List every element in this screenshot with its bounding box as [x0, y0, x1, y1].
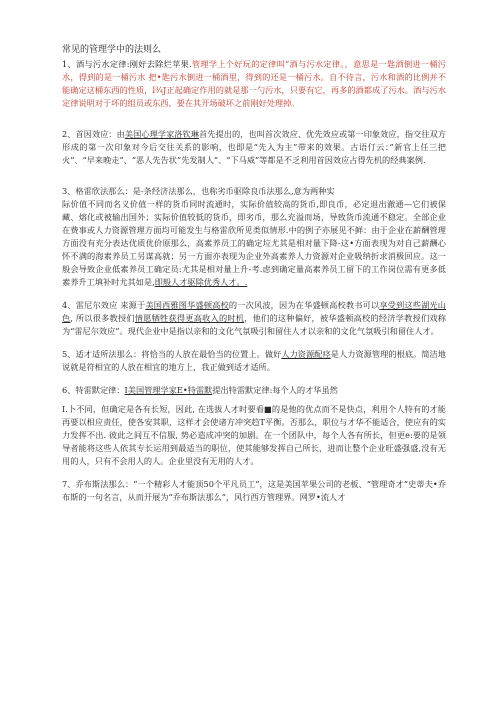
section-4-text-d: ，他们的这种偏好，被华盛顿高校的经济学教授们戏称为“雷尼尔效应”。现代企业中是指以亲和的文化气氛吸引和留住人才以亲和的文化气氛吸引和留住人才。: [62, 313, 446, 336]
section-4-link-3[interactable]: 情愿牺牲获得更高收入的时机: [134, 313, 245, 323]
section-3-body: [62, 198, 446, 289]
section-6-text-a: 6、特雷默定律：: [62, 385, 125, 395]
section-7: 7、乔布斯法那么：“一个精彩人才能顶50个平凡员工”，这是美国苹果公司的老板、“管理奇才”史蒂夫•乔布斯的一句名言，从而开展为“乔布斯法那么”，风行西方管理界。网罗•流人才: [62, 479, 446, 502]
section-6-heading: [62, 384, 446, 397]
section-2: [62, 128, 446, 167]
section-4: [62, 299, 446, 338]
section-3-body-text: 际价值不同而名义价值一样的货币同时流通时，实际价值较高的货币,即良币，必定退出澈通—它们被保藏、熔化或被输出国外；实际价值较低的货币，即劣币，那么充溢而场，导致货币流通不稳定。全部企业在费事或人力资源管理方面均可能发生与格雷欣所见类似情形.中的例子亦展见不鲜：由于企业在薪酬管理方面没有充分表达优质优价原那么，高素养员工的确定垃尤其是相对量下降-这•方面表现为对自己薪酬心怀不满的海素养员工另谋高就；另一方面亦表现为企业外高素养人力资源对企业吸纳折求消极回应。这一般会导致企业低素养员工确定员:尤其是相对量上升-考.虑到确定量高素养员工留下的工作岗位需有更多低素养升工填补时尤其如是,: [62, 199, 446, 287]
section-5-link[interactable]: 人力资源配痉: [281, 349, 331, 359]
section-3-tail-link[interactable]: 即般人才驱除优秀人才。.: [154, 277, 248, 287]
section-4-text-a: 4、雷尼尔效应 来源于: [62, 300, 146, 310]
section-5-text-a: 5、适才适所法那么：将恰当的人放在最恰当的位置上。做好: [62, 349, 282, 359]
section-4-text-c: , 所以很多教授们: [70, 313, 135, 323]
section-5-text-b: 是人力资源管理的根底。简洁地说就是符相宜的人放在相宜的地方上，我正做到适才适所。: [62, 349, 446, 372]
section-2-text-b: 首先提出的，也叫首次效应、优先效应或第一印象效应，指交往双方形成的第一次印象对今后交往关系的影响，也即是“先入为主”带来的效果。古语仃云：”新官上任三把火”、“早来晚走”、“恶人先告状”先发制人”、“下马威”等都是不乏利用首因效应占得先机的经典案例.: [62, 129, 446, 165]
document-title: 常见的管理学中的法则么: [62, 45, 162, 55]
section-4-link-2[interactable]: 享受到这些湖光山色: [62, 300, 446, 323]
section-6-body: I.卜不同，但确定是各有长短，因此, 在选拔人才时要看■的是他的优点而不是快点，利用个人特有的才能再要以相应责任，使各安其职，这样才会使诸方冲突趋T平衡。否那么，职位与才华不能适合，使应有的实力发挥不出. 彼此之间互不信服, 势必造成冲突的加剧。在一个团队中，每个人各有所长，但更e:要的是领导者能将这些人依其专长运用到最适当的职位，使其能够发挥自己所长，进而让整个企业旺盛强盛,没有无用的人，只有不会用人的人。企业里没有无用的人才。: [62, 404, 446, 466]
section-4-text-b: 的一次风波，因为在华盛顿高校教书可以: [228, 300, 380, 310]
section-2-link[interactable]: 美国心理学家洛钦琳: [124, 129, 200, 139]
section-5: [62, 348, 446, 374]
section-6-text-b: 提出特雷默定律:每个人的才华虽然: [212, 385, 338, 395]
section-2-text-a: 2、首因效应：由: [62, 129, 125, 139]
section-1-heading: 1、酒与污水定律:刚好去除烂苹果.: [62, 59, 192, 69]
section-3-heading: 3、格雷欣法那么：是-条经济法那么，也称劣币驱除良币法那么,意为两种实: [62, 186, 335, 196]
section-4-link-1[interactable]: 美国西雅图华盛顿高校: [145, 300, 229, 310]
section-1: [62, 58, 446, 110]
section-1-red-text: 管理学上个好玩的定律叫“酒与污水定律。，意思是一匙酒倒进一桶污水，得到的是一桶污水 把•匙污水倒进一桶酒里，得到的还是一桶污水。自不待言，污水和酒的比例并不能确定这桶东西的性质，l¾J正起确定作用的就是那一勺污水，只要有它，再多的酒都成了污水。酒与污水定律说明对于坏的组员或东西，要在其开场破坏之前刚好处理掉。: [62, 59, 446, 108]
section-6-link[interactable]: I美国管理学家E•特雷默: [124, 385, 213, 395]
